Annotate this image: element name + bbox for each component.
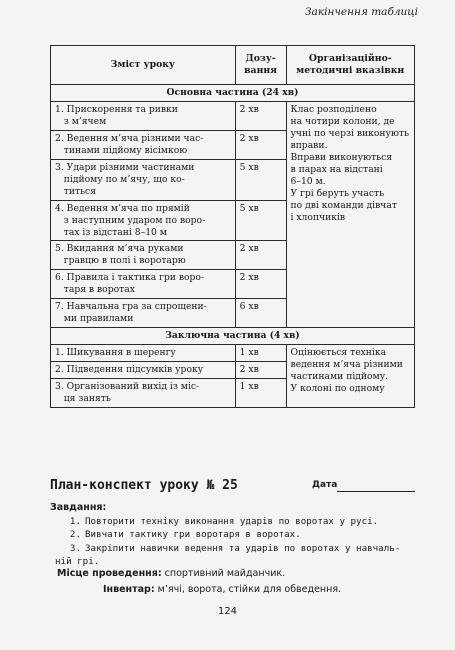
section-row-main: [51, 85, 415, 102]
row-duration: 2 хв: [235, 241, 286, 270]
table-row: [51, 345, 415, 362]
row-duration: 5 хв: [235, 159, 286, 200]
row-content: 1. Шикування в шеренгу: [51, 345, 236, 362]
note-line: 6–10 м.: [290, 175, 326, 187]
section-title-final: Заключна частина (4 хв): [51, 328, 415, 345]
row-duration: 5 хв: [235, 200, 286, 241]
note-line: по дві команди дівчат: [290, 199, 397, 211]
lesson-table: [50, 45, 415, 408]
table-row: [51, 101, 415, 130]
task-item-continuation: ній грі.: [55, 556, 100, 568]
date-label: Дата: [312, 480, 338, 490]
equipment-label: Інвентар:: [103, 584, 155, 595]
row-content: 1. Прискорення та ривки з м’ячем: [51, 101, 236, 130]
equipment-value: м’ячі, ворота, стійки для обведення.: [157, 584, 342, 595]
note-line: в парах на відстані: [290, 163, 383, 175]
note-line: Клас розподілено: [290, 103, 377, 115]
row-duration: 1 хв: [235, 345, 286, 362]
table-header-row: [51, 46, 415, 85]
row-duration: 2 хв: [235, 270, 286, 299]
note-line: У колоні по одному: [290, 383, 385, 395]
note-line: У грі беруть участь: [290, 187, 385, 199]
note-line: вправи.: [290, 139, 328, 151]
task-item: 1. Повторити техніку виконання ударів по воротах у русі.: [69, 516, 379, 527]
note-line: ведення м’яча різними: [290, 359, 403, 371]
row-duration: 2 хв: [235, 101, 286, 130]
row-content: 6. Правила і тактика гри воро- таря в воротах: [51, 270, 236, 299]
place-line: [57, 568, 437, 579]
section-row-final: [51, 328, 415, 345]
row-content: 2. Ведення м’яча різними час- тинами підйому вісімкою: [51, 130, 236, 159]
header-duration: Дозу- вання: [235, 46, 286, 85]
row-content: 5. Вкидання м’яча руками гравцю в полі і воротарю: [51, 241, 236, 270]
task-item: 2. Вивчати тактику гри воротаря в воротах.: [69, 529, 301, 541]
equipment-line: [103, 584, 455, 595]
plan-title: План-конспект уроку № 25: [50, 478, 238, 493]
date-field-line: [337, 491, 415, 492]
place-label: Місце проведення:: [57, 568, 162, 579]
row-content: 7. Навчальна гра за спрощени- ми правилами: [51, 299, 236, 328]
row-duration: 2 хв: [235, 362, 286, 379]
note-line: Вправи виконуються: [290, 151, 393, 163]
row-duration: 6 хв: [235, 299, 286, 328]
header-content: Зміст уроку: [51, 46, 236, 85]
final-notes-cell: [286, 345, 414, 408]
tasks-heading: Завдання:: [50, 502, 107, 513]
tasks-list: [55, 515, 415, 568]
note-line: Оцінюється техніка: [290, 347, 387, 359]
row-content: 4. Ведення м’яча по прямій з наступним ударом по воро- тах із відстані 8–10 м: [51, 200, 236, 241]
row-duration: 1 хв: [235, 379, 286, 408]
task-item: 3. Закріпити навички ведення та ударів по воротах у навчаль-: [69, 542, 401, 554]
row-content: 2. Підведення підсумків уроку: [51, 362, 236, 379]
note-line: учні по черзі виконують: [290, 127, 409, 139]
row-content: 3. Організований вихід із міс- ця занять: [51, 379, 236, 408]
place-value: спортивний майданчик.: [164, 568, 286, 579]
page-number: 124: [217, 606, 238, 617]
row-duration: 2 хв: [235, 130, 286, 159]
main-notes-cell: [286, 101, 414, 327]
row-content: 3. Удари різними частинами підйому по м’ячу, що ко- титься: [51, 159, 236, 200]
note-line: частинами підйому.: [290, 371, 389, 383]
table-continuation-caption: Закінчення таблиці: [305, 6, 418, 18]
note-line: на чотири колони, де: [290, 115, 395, 127]
note-line: і хлопчиків: [290, 211, 346, 223]
header-notes: Організаційно- методичні вказівки: [286, 46, 414, 85]
section-title-main: Основна частина (24 хв): [51, 85, 415, 102]
